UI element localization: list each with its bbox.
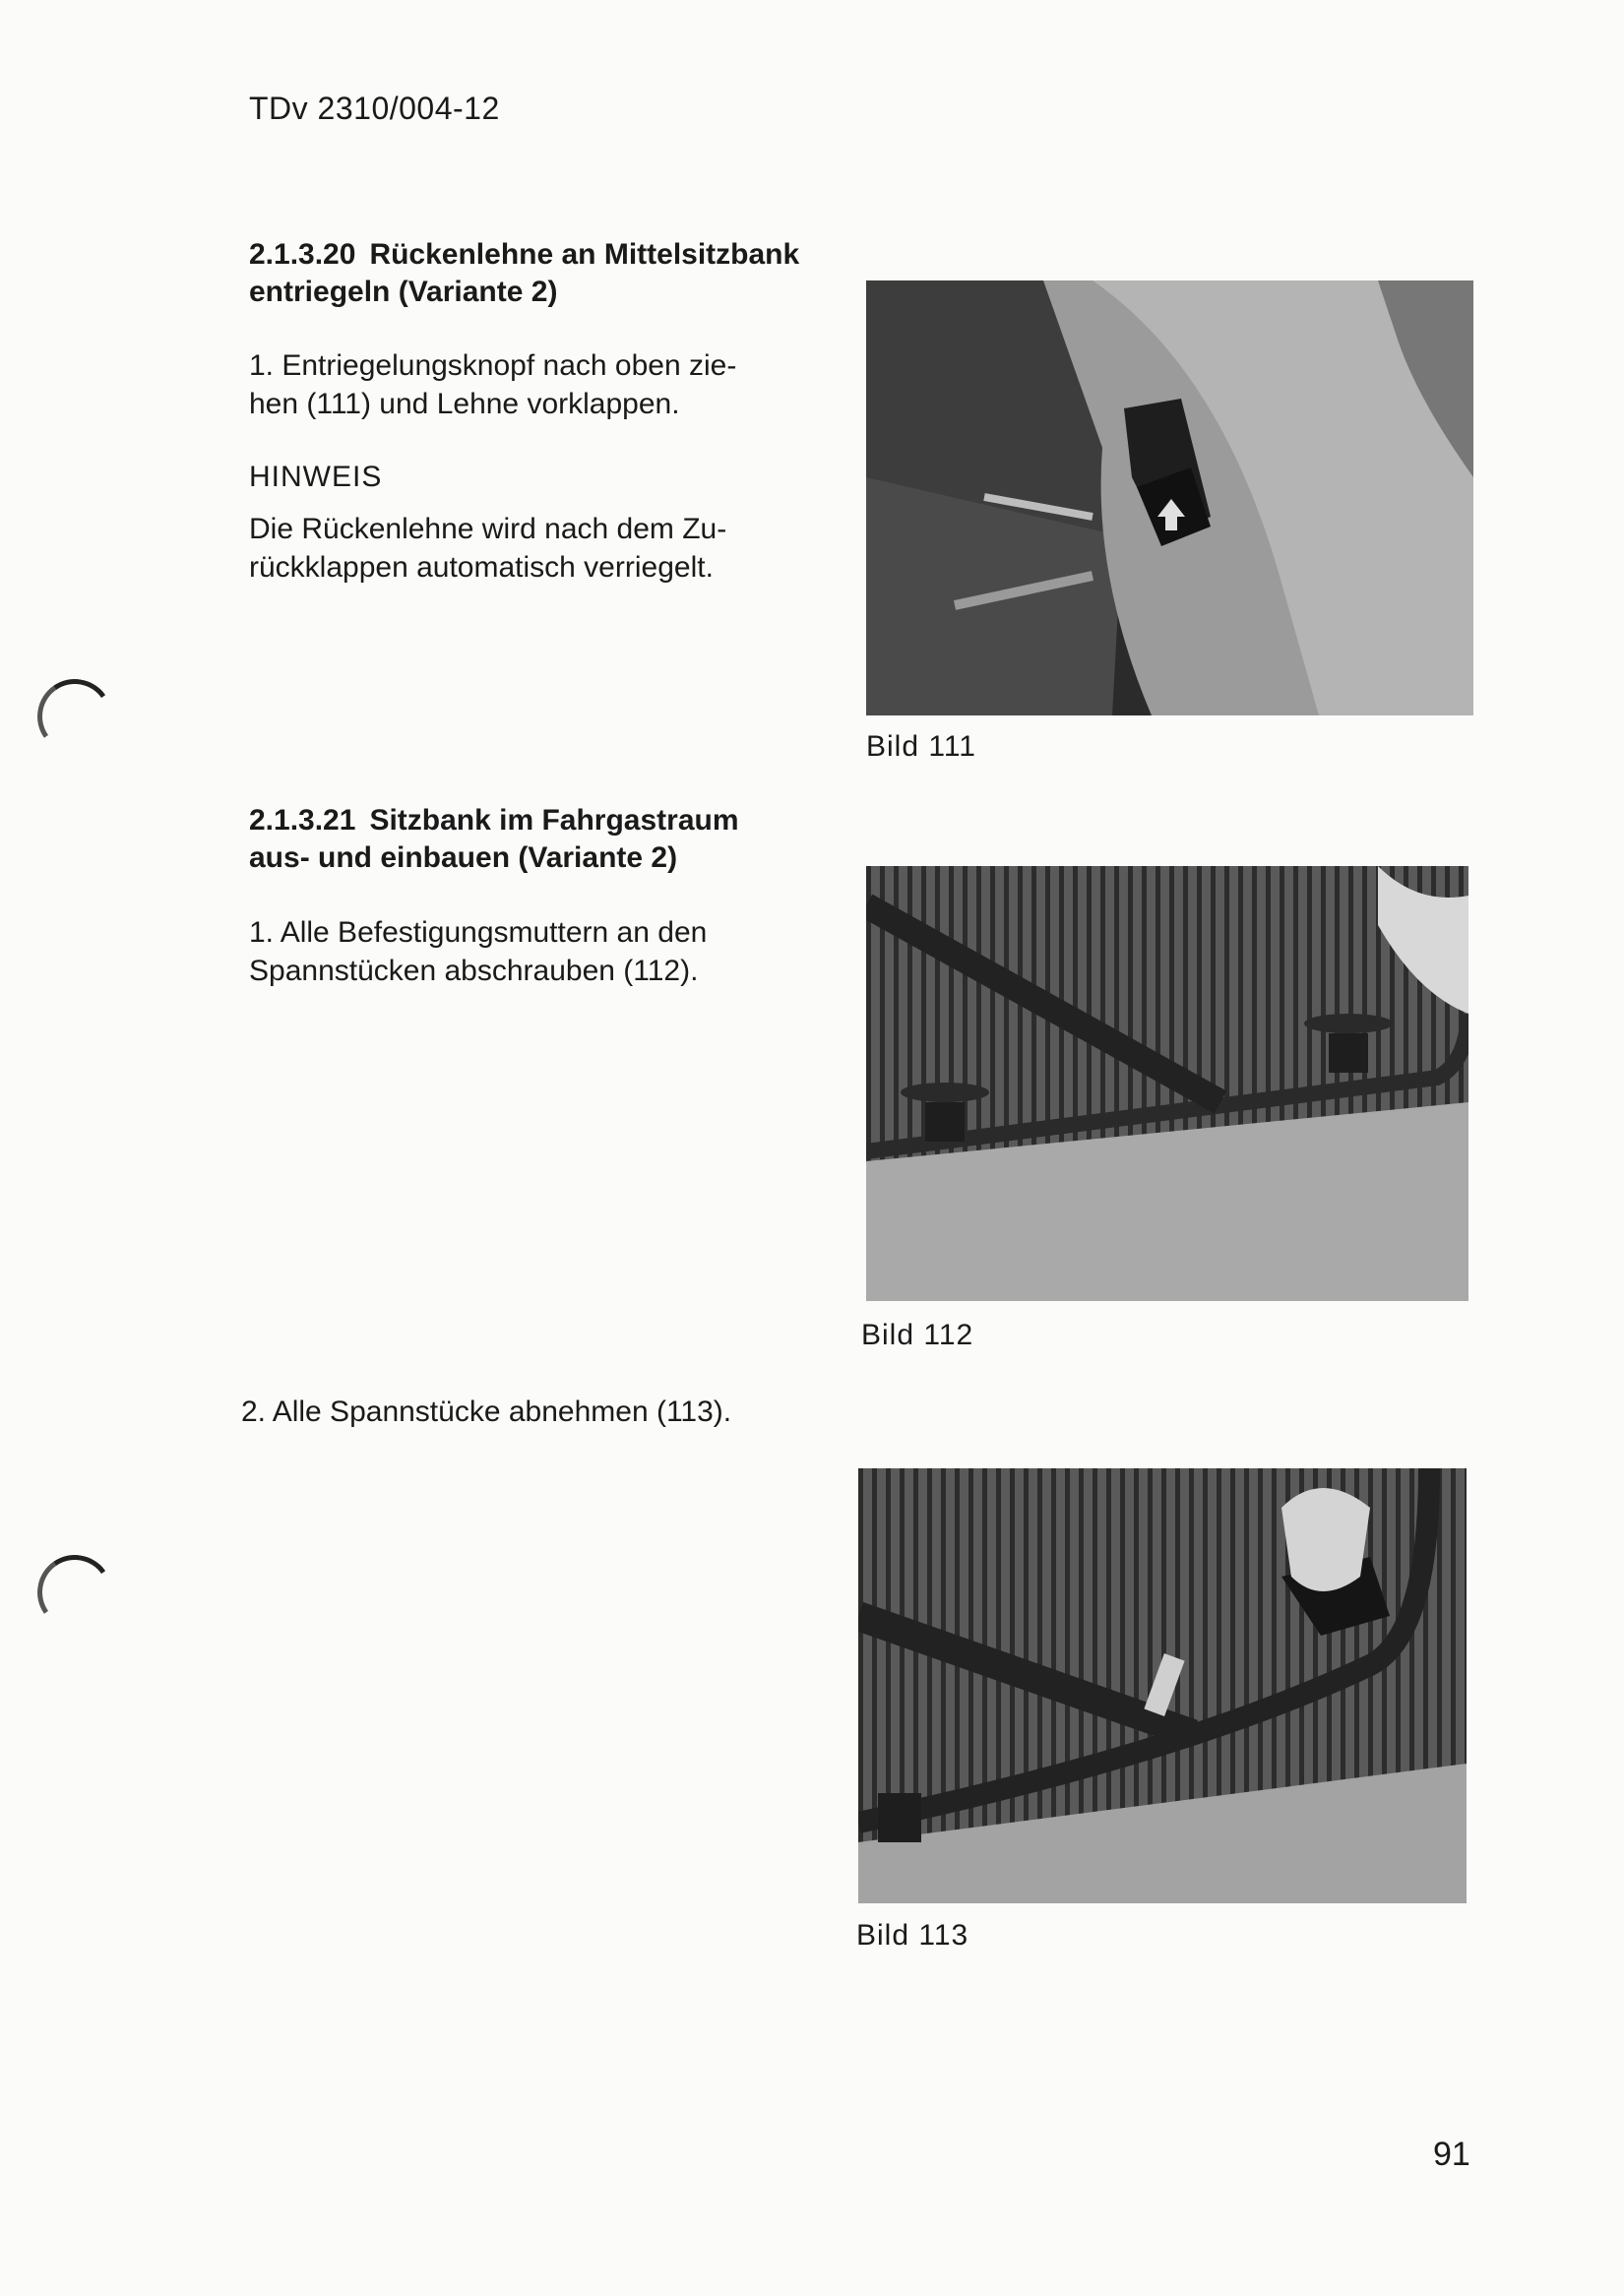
note-line: rückklappen automatisch verriegelt. (249, 551, 714, 584)
step-line: hen (111) und Lehne vorklappen. (249, 388, 680, 420)
seat-clamps-removal-illustration (858, 1468, 1467, 1903)
figure-111-photo (866, 280, 1473, 715)
step-text (249, 913, 707, 990)
note-line: Die Rückenlehne wird nach dem Zu- (249, 513, 727, 545)
page-number: 91 (1433, 2136, 1470, 2173)
note-text (249, 510, 726, 587)
step-line: 1. Entriegelungsknopf nach oben zie- (249, 349, 737, 382)
section-number: 2.1.3.21 (249, 804, 356, 837)
step-line: Spannstücken abschrauben (112). (249, 955, 699, 987)
binder-hole-top (31, 673, 118, 760)
section-heading-2-1-3-21 (249, 802, 739, 877)
seat-mounting-nuts-illustration (866, 866, 1468, 1301)
document-id: TDv 2310/004-12 (249, 91, 500, 126)
seat-release-knob-illustration (866, 280, 1473, 715)
binder-hole-bottom (31, 1549, 118, 1636)
section-heading-2-1-3-20 (249, 236, 799, 311)
section-title-line1: Sitzbank im Fahrgastraum (369, 804, 739, 837)
step2-text: 2. Alle Spannstücke abnehmen (113). (241, 1396, 732, 1428)
figure-113-photo (858, 1468, 1467, 1903)
section-title-line2: entriegeln (Variante 2) (249, 276, 558, 308)
figure-111-caption: Bild 111 (866, 730, 976, 763)
step-line: 1. Alle Befestigungsmuttern an den (249, 916, 708, 949)
section-title-line1: Rückenlehne an Mittelsitzbank (369, 238, 800, 271)
note-label: HINWEIS (249, 461, 383, 493)
section-title-line2: aus- und einbauen (Variante 2) (249, 841, 678, 874)
figure-112-caption: Bild 112 (861, 1319, 974, 1351)
figure-112-photo (866, 866, 1468, 1301)
figure-113-caption: Bild 113 (856, 1919, 969, 1952)
step-text (249, 346, 736, 423)
section-number: 2.1.3.20 (249, 238, 356, 271)
